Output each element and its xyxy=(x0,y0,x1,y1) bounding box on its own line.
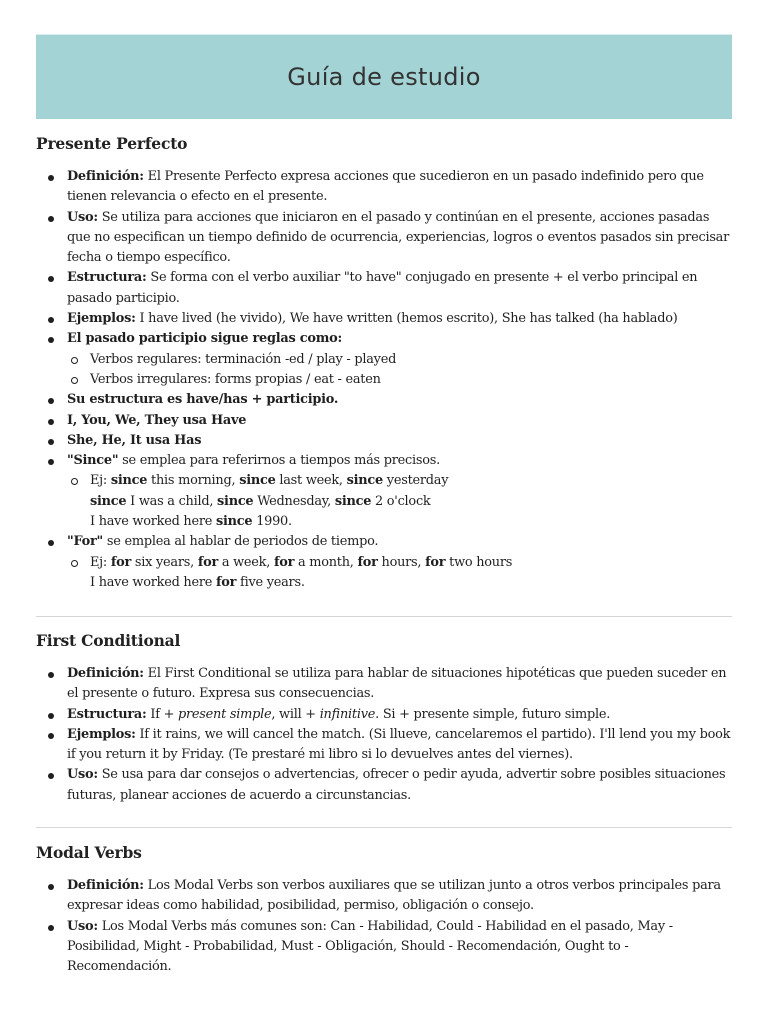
list-item-definicion: Definición: El Presente Perfecto expresa acciones que sucedieron en un pasado indefinido pero que tienen relevancia o efecto en el presente. xyxy=(36,167,732,208)
section-divider xyxy=(36,616,732,617)
sub-item-regulares: Verbos regulares: terminación -ed / play - played xyxy=(67,350,732,370)
section-first-conditional xyxy=(36,631,732,806)
list-item-uso: Uso: Los Modal Verbs más comunes son: Can - Habilidad, Could - Habilidad en el pasado, May - Posibilidad, Might - Probabilidad, Must - Obligación, Should - Recomendación, Ought to - Recomendación. xyxy=(36,917,732,978)
sub-item-since-examples: Ej: since this morning, since last week, since yesterday since I was a child, since Wednesday, since 2 o'clock I have worked here since 1990. xyxy=(67,471,732,532)
list-item-for: "For" se emplea al hablar de periodos de tiempo. Ej: for six years, for a week, for a month, for hours, for two hours I have worked here for five years. xyxy=(36,532,732,593)
sub-list xyxy=(67,350,732,391)
list-item-has: She, He, It usa Has xyxy=(36,431,732,451)
list-item-ejemplos: Ejemplos: If it rains, we will cancel the match. (Si llueve, cancelaremos el partido). I'll lend you my book if you return it by Friday. (Te prestaré mi libro si lo devuelves antes del viernes). xyxy=(36,725,732,766)
sub-item-irregulares: Verbos irregulares: forms propias / eat - eaten xyxy=(67,370,732,390)
bullet-list xyxy=(36,876,732,977)
sub-list xyxy=(67,553,732,594)
section-heading: Modal Verbs xyxy=(36,843,142,862)
bullet-list xyxy=(36,664,732,806)
list-item-uso: Uso: Se utiliza para acciones que iniciaron en el pasado y continúan en el presente, acciones pasadas que no especifican un tiempo definido de ocurrencia, experiencias, logros o eventos pasados sin precisar fecha o tiempo específico. xyxy=(36,208,732,269)
list-item-reglas: El pasado participio sigue reglas como: Verbos regulares: terminación -ed / play - played Verbos irregulares: forms propias / eat - eaten xyxy=(36,329,732,390)
section-divider xyxy=(36,827,732,828)
section-heading: Presente Perfecto xyxy=(36,134,188,153)
list-item-definicion: Definición: Los Modal Verbs son verbos auxiliares que se utilizan junto a otros verbos principales para expresar ideas como habilidad, posibilidad, permiso, obligación o consejo. xyxy=(36,876,732,917)
bullet-list xyxy=(36,167,732,593)
sub-list xyxy=(67,471,732,532)
list-item-uso: Uso: Se usa para dar consejos o advertencias, ofrecer o pedir ayuda, advertir sobre posibles situaciones futuras, planear acciones de acuerdo a circunstancias. xyxy=(36,765,732,806)
list-item-estructura-have: Su estructura es have/has + participio. xyxy=(36,390,732,410)
section-modal-verbs xyxy=(36,843,732,977)
page-title: Guía de estudio xyxy=(287,63,481,91)
list-item-since: "Since" se emplea para referirnos a tiempos más precisos. Ej: since this morning, since last week, since yesterday since I was a child, since Wednesday, since 2 o'clock I have worked here since 1990. xyxy=(36,451,732,532)
section-heading: First Conditional xyxy=(36,631,181,650)
section-presente-perfecto xyxy=(36,134,732,593)
list-item-ejemplos: Ejemplos: I have lived (he vivido), We have written (hemos escrito), She has talked (ha hablado) xyxy=(36,309,732,329)
list-item-definicion: Definición: El First Conditional se utiliza para hablar de situaciones hipotéticas que pueden suceder en el presente o futuro. Expresa sus consecuencias. xyxy=(36,664,732,705)
list-item-estructura: Estructura: Se forma con el verbo auxiliar "to have" conjugado en presente + el verbo principal en pasado participio. xyxy=(36,268,732,309)
list-item-estructura: Estructura: If + present simple, will + infinitive. Si + presente simple, futuro simple. xyxy=(36,705,732,725)
title-banner xyxy=(36,34,732,119)
sub-item-for-examples: Ej: for six years, for a week, for a month, for hours, for two hours I have worked here for five years. xyxy=(67,553,732,594)
list-item-have: I, You, We, They usa Have xyxy=(36,411,732,431)
